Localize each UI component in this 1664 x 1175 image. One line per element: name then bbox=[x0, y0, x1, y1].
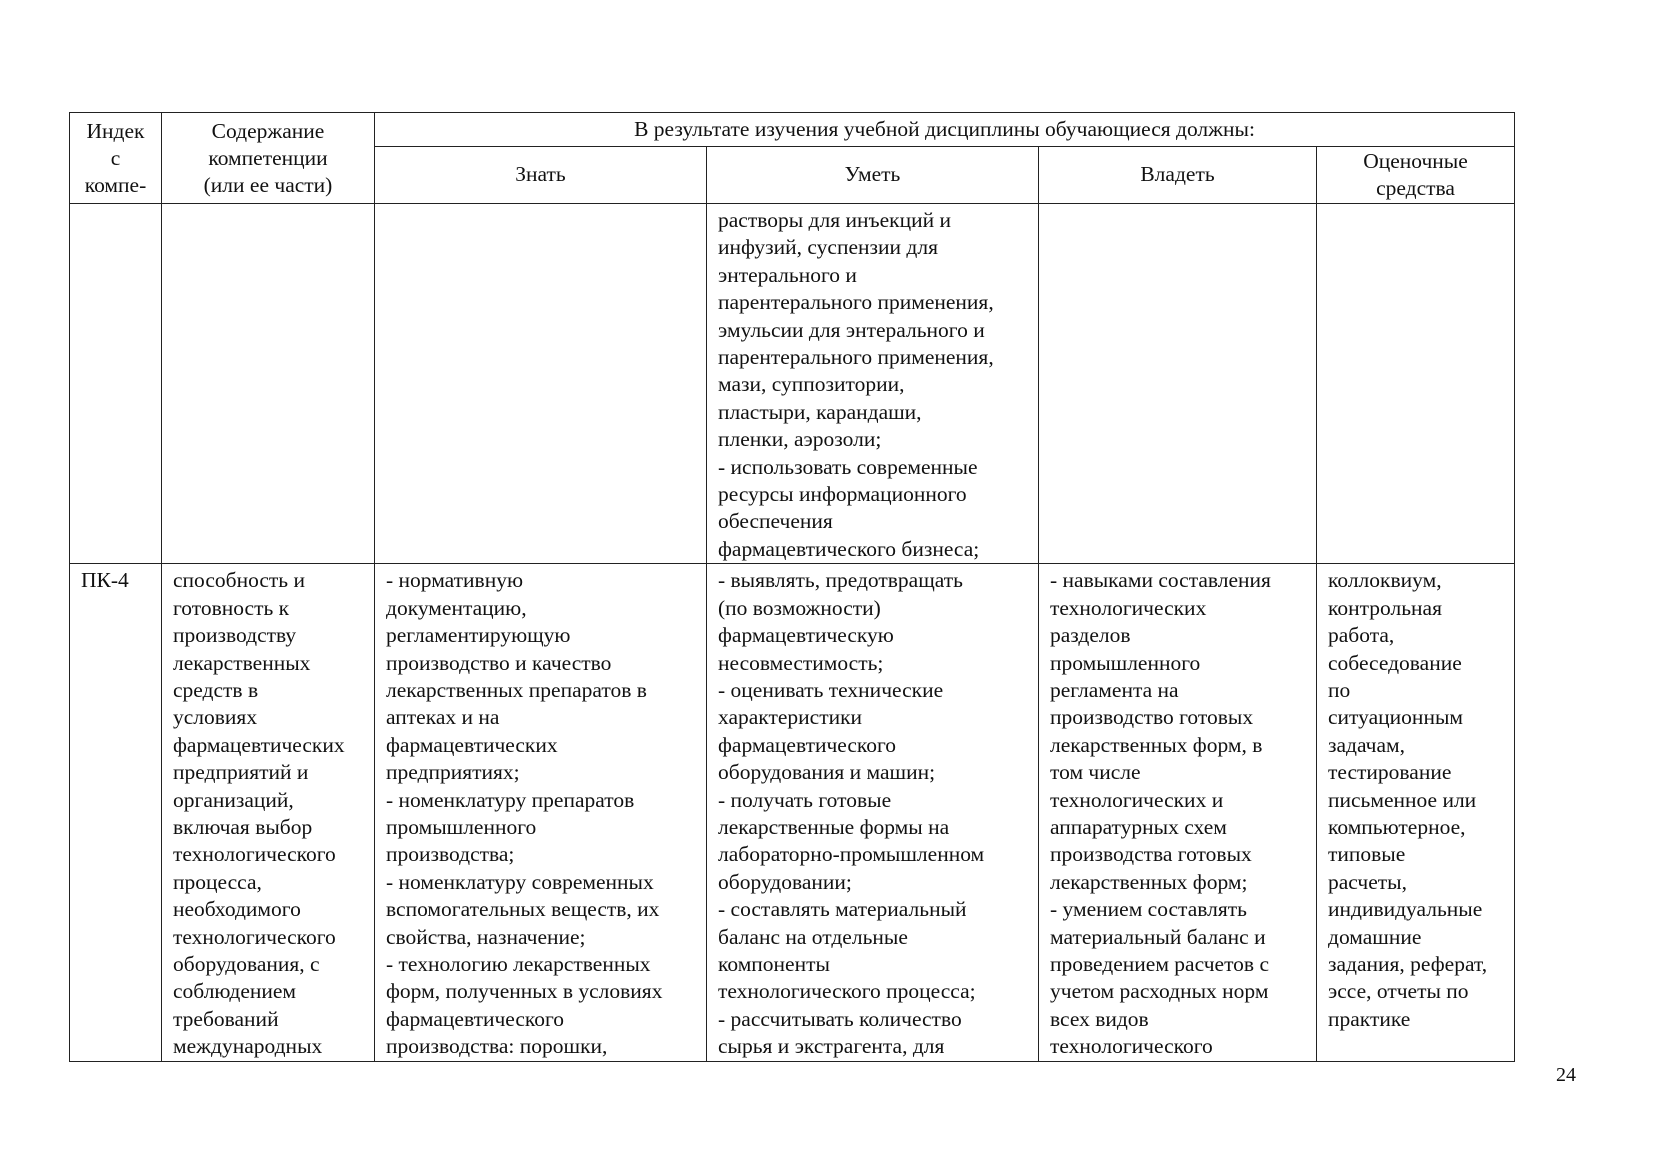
header-assess-line: Оценочные bbox=[1363, 149, 1468, 173]
table-row bbox=[70, 204, 1515, 564]
cell-line: организаций, bbox=[173, 787, 294, 812]
cell-line: лекарственных препаратов в bbox=[386, 677, 647, 702]
header-content-line: (или ее части) bbox=[203, 172, 333, 197]
cell-line: условиях bbox=[173, 705, 258, 730]
cell-line: фармацевтических bbox=[386, 732, 558, 757]
cell-line: проведением расчетов с bbox=[1050, 951, 1269, 976]
header-assess-line: средства bbox=[1376, 176, 1455, 200]
header-index-line: компе- bbox=[84, 172, 147, 197]
cell-line: несовместимость; bbox=[718, 650, 884, 675]
cell-line: - навыками составления bbox=[1050, 568, 1271, 593]
cell-line: письменное или bbox=[1328, 787, 1477, 812]
cell-line: готовность к bbox=[173, 595, 290, 620]
cell-line: аптеках и на bbox=[386, 705, 500, 730]
cell-line: требований bbox=[173, 1006, 279, 1031]
cell-line: задания, реферат, bbox=[1328, 951, 1488, 976]
cell-line: ПК-4 bbox=[81, 568, 129, 593]
cell-line: индивидуальные bbox=[1328, 897, 1483, 922]
cell-line: лекарственных форм, в bbox=[1050, 732, 1263, 757]
cell-line: аппаратурных схем bbox=[1050, 814, 1227, 839]
cell-line: фармацевтического bbox=[718, 732, 897, 757]
competency-table bbox=[69, 112, 1515, 1062]
cell-line: фармацевтическую bbox=[718, 623, 894, 648]
cell-line: технологического процесса; bbox=[718, 979, 976, 1004]
cell-line: эмульсии для энтерального и bbox=[718, 317, 985, 342]
cell-line: компоненты bbox=[718, 951, 830, 976]
cell-line: форм, полученных в условиях bbox=[386, 979, 663, 1004]
cell-content bbox=[162, 564, 375, 1062]
header-know: Знать bbox=[375, 147, 707, 204]
cell-line: - номенклатуру препаратов bbox=[386, 787, 635, 812]
cell-line: парентерального применения, bbox=[718, 345, 994, 370]
header-result: В результате изучения учебной дисциплины обучающиеся должны: bbox=[375, 113, 1515, 147]
cell-line: тестирование bbox=[1328, 760, 1452, 785]
cell-line: растворы для инъекций и bbox=[718, 208, 952, 232]
cell-line: технологических и bbox=[1050, 787, 1224, 812]
cell-line: всех видов bbox=[1050, 1006, 1149, 1031]
cell-line: включая выбор bbox=[173, 814, 313, 839]
cell-line: технологических bbox=[1050, 595, 1207, 620]
cell-line: соблюдением bbox=[173, 979, 297, 1004]
cell-line: лекарственные формы на bbox=[718, 814, 950, 839]
cell-line: характеристики bbox=[718, 705, 863, 730]
cell-line: контрольная bbox=[1328, 595, 1442, 620]
header-assess bbox=[1317, 147, 1515, 204]
cell-content bbox=[162, 204, 375, 564]
cell-line: том числе bbox=[1050, 760, 1141, 785]
cell-line: расчеты, bbox=[1328, 869, 1407, 894]
cell-line: - оценивать технические bbox=[718, 677, 944, 702]
cell-line: эссе, отчеты по bbox=[1328, 979, 1469, 1004]
page-number: 24 bbox=[1556, 1064, 1576, 1086]
cell-line: международных bbox=[173, 1034, 323, 1059]
cell-line: производство готовых bbox=[1050, 705, 1254, 730]
header-can: Уметь bbox=[707, 147, 1039, 204]
header-own: Владеть bbox=[1039, 147, 1317, 204]
cell-line: лекарственных bbox=[173, 650, 311, 675]
cell-line: производства готовых bbox=[1050, 842, 1252, 867]
cell-line: фармацевтических bbox=[173, 732, 345, 757]
cell-line: технологического bbox=[173, 842, 336, 867]
cell-line: - умением составлять bbox=[1050, 897, 1247, 922]
cell-line: (по возможности) bbox=[718, 595, 881, 620]
cell-line: способность и bbox=[173, 568, 305, 593]
cell-line: разделов bbox=[1050, 623, 1131, 648]
cell-line: средств в bbox=[173, 677, 259, 702]
cell-line: - рассчитывать количество bbox=[718, 1006, 962, 1031]
cell-line: ситуационным bbox=[1328, 705, 1463, 730]
cell-line: коллоквиум, bbox=[1328, 568, 1442, 593]
cell-own bbox=[1039, 204, 1317, 564]
cell-line: пленки, аэрозоли; bbox=[718, 427, 882, 452]
cell-line: типовые bbox=[1328, 842, 1406, 867]
header-content-line: компетенции bbox=[208, 145, 328, 170]
header-index bbox=[70, 113, 162, 204]
cell-line: лабораторно-промышленном bbox=[718, 842, 985, 867]
cell-line: промышленного bbox=[386, 814, 537, 839]
header-index-line: с bbox=[110, 145, 121, 170]
cell-line: - получать готовые bbox=[718, 787, 892, 812]
cell-line: задачам, bbox=[1328, 732, 1405, 757]
cell-line: - технологию лекарственных bbox=[386, 951, 651, 976]
cell-line: работа, bbox=[1328, 623, 1395, 648]
cell-line: необходимого bbox=[173, 897, 301, 922]
cell-own bbox=[1039, 564, 1317, 1062]
cell-line: собеседование bbox=[1328, 650, 1462, 675]
cell-line: практике bbox=[1328, 1006, 1411, 1031]
header-content bbox=[162, 113, 375, 204]
cell-index bbox=[70, 204, 162, 564]
cell-line: оборудования, с bbox=[173, 951, 320, 976]
cell-can bbox=[707, 204, 1039, 564]
cell-line: по bbox=[1328, 677, 1351, 702]
cell-line: регламента на bbox=[1050, 677, 1179, 702]
cell-line: сырья и экстрагента, для bbox=[718, 1034, 945, 1059]
cell-line: лекарственных форм; bbox=[1050, 869, 1248, 894]
cell-line: энтерального и bbox=[718, 262, 857, 287]
cell-line: предприятий и bbox=[173, 760, 309, 785]
cell-line: документацию, bbox=[386, 595, 527, 620]
cell-line: материальный баланс и bbox=[1050, 924, 1266, 949]
cell-line: - выявлять, предотвращать bbox=[718, 568, 963, 593]
cell-line: - нормативную bbox=[386, 568, 524, 593]
cell-line: инфузий, суспензии для bbox=[718, 235, 938, 260]
cell-line: домашние bbox=[1328, 924, 1422, 949]
cell-line: мази, суппозитории, bbox=[718, 372, 905, 397]
cell-line: ресурсы информационного bbox=[718, 482, 967, 507]
cell-index bbox=[70, 564, 162, 1062]
cell-know bbox=[375, 564, 707, 1062]
cell-assess bbox=[1317, 204, 1515, 564]
cell-line: предприятиях; bbox=[386, 760, 520, 785]
cell-assess bbox=[1317, 564, 1515, 1062]
cell-line: - номенклатуру современных bbox=[386, 869, 654, 894]
cell-line: фармацевтического bbox=[386, 1006, 565, 1031]
cell-line: вспомогательных веществ, их bbox=[386, 897, 660, 922]
cell-can bbox=[707, 564, 1039, 1062]
cell-line: учетом расходных норм bbox=[1050, 979, 1269, 1004]
header-index-line: Индек bbox=[86, 118, 145, 143]
table-row bbox=[70, 564, 1515, 1062]
cell-line: - использовать современные bbox=[718, 454, 978, 479]
cell-line: обеспечения bbox=[718, 509, 833, 534]
cell-line: производства; bbox=[386, 842, 515, 867]
header-content-line: Содержание bbox=[211, 118, 325, 143]
cell-line: баланс на отдельные bbox=[718, 924, 908, 949]
cell-line: фармацевтического бизнеса; bbox=[718, 536, 980, 561]
cell-line: технологического bbox=[1050, 1034, 1213, 1059]
cell-line: промышленного bbox=[1050, 650, 1201, 675]
cell-line: процесса, bbox=[173, 869, 262, 894]
cell-line: - составлять материальный bbox=[718, 897, 967, 922]
cell-line: оборудования и машин; bbox=[718, 760, 936, 785]
cell-line: парентерального применения, bbox=[718, 290, 994, 315]
cell-line: производству bbox=[173, 623, 297, 648]
cell-line: компьютерное, bbox=[1328, 814, 1466, 839]
cell-line: регламентирующую bbox=[386, 623, 571, 648]
cell-line: свойства, назначение; bbox=[386, 924, 586, 949]
cell-line: производство и качество bbox=[386, 650, 612, 675]
cell-line: технологического bbox=[173, 924, 336, 949]
cell-line: пластыри, карандаши, bbox=[718, 399, 922, 424]
cell-line: оборудовании; bbox=[718, 869, 852, 894]
cell-line: производства: порошки, bbox=[386, 1034, 608, 1059]
cell-know bbox=[375, 204, 707, 564]
